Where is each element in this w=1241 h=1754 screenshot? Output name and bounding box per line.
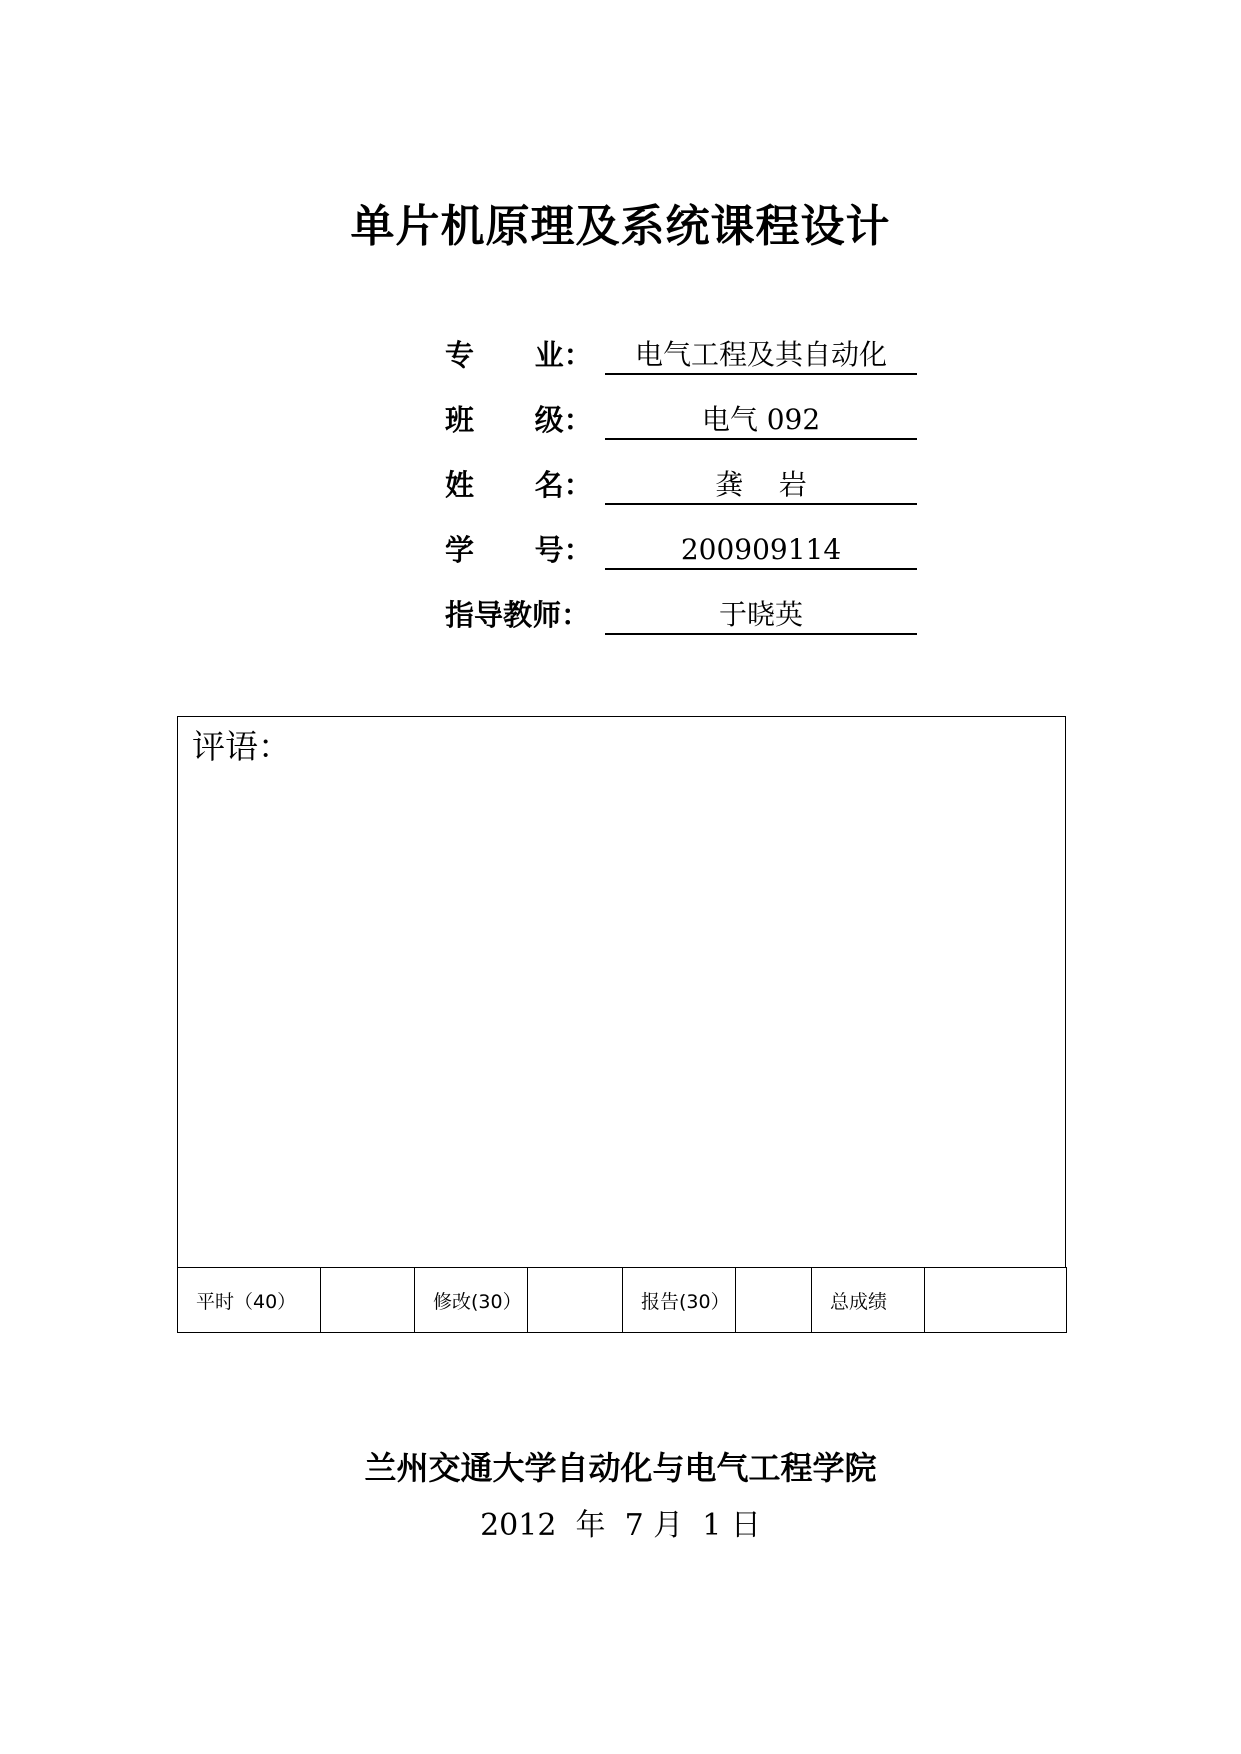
comment-label: 评语： <box>192 727 291 766</box>
regular-score-value <box>321 1268 415 1333</box>
student-id-value: 200909114 <box>605 530 917 570</box>
advisor-value: 于晓英 <box>605 595 917 635</box>
document-date: 2012 年 7 月 1 日 <box>480 1508 761 1543</box>
student-id-label: 学 号： <box>445 533 593 567</box>
revision-score-value <box>528 1268 623 1333</box>
total-score-label: 总成绩 <box>812 1268 925 1333</box>
school-name: 兰州交通大学自动化与电气工程学院 <box>364 1449 877 1487</box>
report-score-value <box>736 1268 812 1333</box>
comment-box <box>177 716 1066 1268</box>
info-row-name <box>445 465 925 505</box>
report-score-label: 报告(30） <box>623 1268 736 1333</box>
regular-score-label: 平时（40） <box>178 1268 321 1333</box>
advisor-label: 指导教师： <box>445 598 591 632</box>
document-title: 单片机原理及系统课程设计 <box>350 201 891 252</box>
revision-score-label: 修改(30） <box>415 1268 528 1333</box>
score-row <box>178 1268 1067 1333</box>
info-row-class <box>445 400 925 440</box>
name-value: 龚 岩 <box>605 465 917 505</box>
total-score-value <box>925 1268 1067 1333</box>
class-label: 班 级： <box>445 403 593 437</box>
class-value: 电气 092 <box>605 400 917 440</box>
info-row-major <box>445 335 925 375</box>
name-label: 姓 名： <box>445 468 593 502</box>
info-row-advisor <box>445 595 925 635</box>
score-table <box>177 1267 1067 1333</box>
major-value: 电气工程及其自动化 <box>605 335 917 375</box>
info-row-student-id <box>445 530 925 570</box>
major-label: 专 业： <box>445 338 593 372</box>
